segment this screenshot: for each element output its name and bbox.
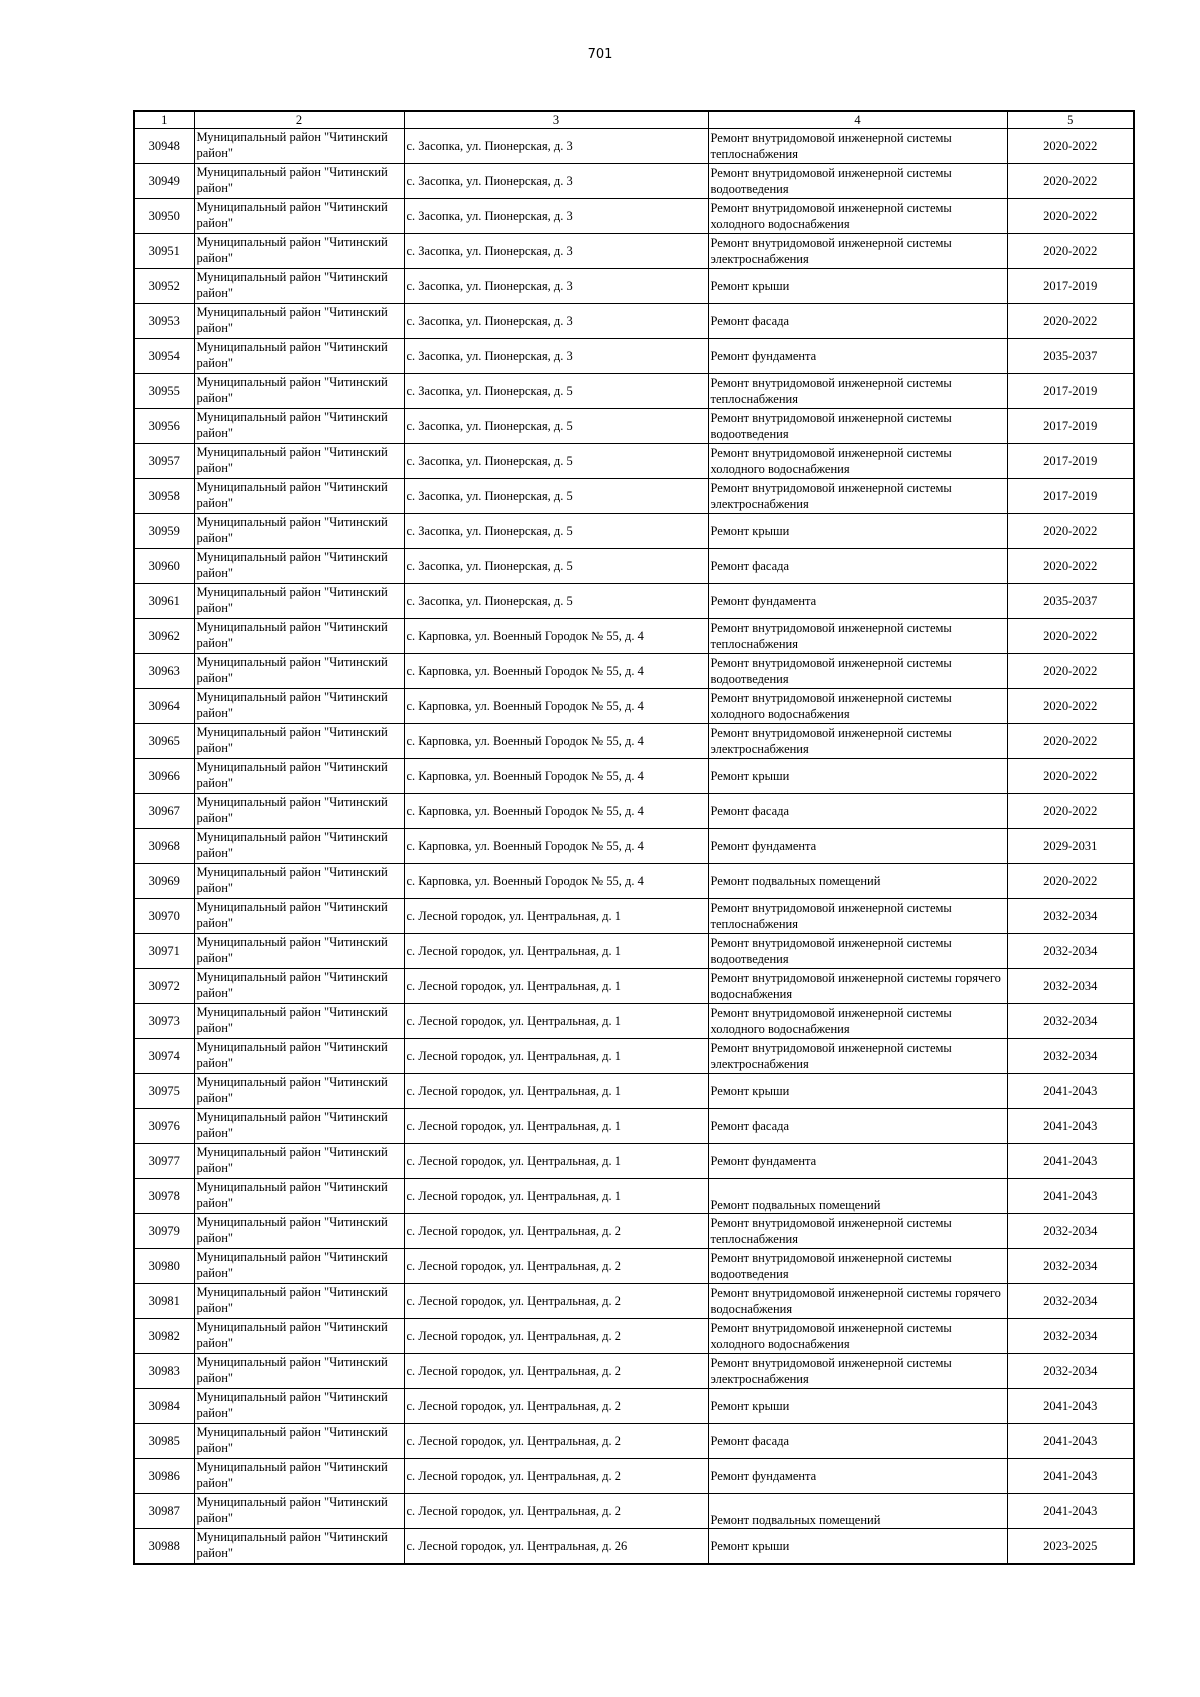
municipality-cell: Муниципальный район "Читинский район" (194, 1074, 404, 1109)
row-number-cell: 30977 (134, 1144, 194, 1179)
period-cell: 2041-2043 (1007, 1144, 1134, 1179)
row-number-cell: 30958 (134, 479, 194, 514)
table-row (134, 444, 1134, 479)
period-cell: 2032-2034 (1007, 1004, 1134, 1039)
table-row (134, 1494, 1134, 1529)
work-type-cell: Ремонт подвальных помещений (708, 1494, 1007, 1529)
work-type-cell: Ремонт фундамента (708, 339, 1007, 374)
period-cell: 2020-2022 (1007, 514, 1134, 549)
row-number-cell: 30969 (134, 864, 194, 899)
period-cell: 2020-2022 (1007, 234, 1134, 269)
municipality-cell: Муниципальный район "Читинский район" (194, 409, 404, 444)
period-cell: 2032-2034 (1007, 1249, 1134, 1284)
work-type-cell: Ремонт внутридомовой инженерной системы холодного водоснабжения (708, 1004, 1007, 1039)
row-number-cell: 30949 (134, 164, 194, 199)
period-cell: 2041-2043 (1007, 1074, 1134, 1109)
address-cell: с. Лесной городок, ул. Центральная, д. 2 (404, 1459, 708, 1494)
row-number-cell: 30973 (134, 1004, 194, 1039)
table-row (134, 1424, 1134, 1459)
work-type-cell: Ремонт фундамента (708, 1459, 1007, 1494)
column-header-5: 5 (1007, 111, 1134, 129)
table-row (134, 899, 1134, 934)
municipality-cell: Муниципальный район "Читинский район" (194, 269, 404, 304)
period-cell: 2035-2037 (1007, 339, 1134, 374)
municipality-cell: Муниципальный район "Читинский район" (194, 689, 404, 724)
municipality-cell: Муниципальный район "Читинский район" (194, 1354, 404, 1389)
municipality-cell: Муниципальный район "Читинский район" (194, 199, 404, 234)
period-cell: 2035-2037 (1007, 584, 1134, 619)
row-number-cell: 30950 (134, 199, 194, 234)
work-type-cell: Ремонт внутридомовой инженерной системы теплоснабжения (708, 374, 1007, 409)
table-row (134, 969, 1134, 1004)
work-type-cell: Ремонт фундамента (708, 1144, 1007, 1179)
row-number-cell: 30957 (134, 444, 194, 479)
row-number-cell: 30971 (134, 934, 194, 969)
municipality-cell: Муниципальный район "Читинский район" (194, 829, 404, 864)
address-cell: с. Засопка, ул. Пионерская, д. 3 (404, 339, 708, 374)
address-cell: с. Засопка, ул. Пионерская, д. 3 (404, 164, 708, 199)
row-number-cell: 30981 (134, 1284, 194, 1319)
table-row (134, 829, 1134, 864)
work-type-cell: Ремонт внутридомовой инженерной системы водоотведения (708, 1249, 1007, 1284)
period-cell: 2020-2022 (1007, 864, 1134, 899)
work-type-cell: Ремонт внутридомовой инженерной системы электроснабжения (708, 1354, 1007, 1389)
table-row (134, 374, 1134, 409)
table-row (134, 1389, 1134, 1424)
address-cell: с. Карповка, ул. Военный Городок № 55, д. 4 (404, 794, 708, 829)
address-cell: с. Лесной городок, ул. Центральная, д. 2 (404, 1249, 708, 1284)
municipality-cell: Муниципальный район "Читинский район" (194, 1284, 404, 1319)
table-row (134, 794, 1134, 829)
period-cell: 2023-2025 (1007, 1529, 1134, 1564)
row-number-cell: 30966 (134, 759, 194, 794)
address-cell: с. Засопка, ул. Пионерская, д. 5 (404, 374, 708, 409)
work-type-cell: Ремонт фасада (708, 549, 1007, 584)
address-cell: с. Засопка, ул. Пионерская, д. 3 (404, 269, 708, 304)
address-cell: с. Засопка, ул. Пионерская, д. 3 (404, 234, 708, 269)
row-number-cell: 30982 (134, 1319, 194, 1354)
municipality-cell: Муниципальный район "Читинский район" (194, 234, 404, 269)
address-cell: с. Лесной городок, ул. Центральная, д. 2 (404, 1494, 708, 1529)
address-cell: с. Засопка, ул. Пионерская, д. 5 (404, 514, 708, 549)
address-cell: с. Лесной городок, ул. Центральная, д. 2 (404, 1389, 708, 1424)
work-type-cell: Ремонт крыши (708, 1389, 1007, 1424)
work-type-cell: Ремонт фасада (708, 304, 1007, 339)
table-row (134, 549, 1134, 584)
table-row (134, 1459, 1134, 1494)
row-number-cell: 30970 (134, 899, 194, 934)
table-row (134, 1004, 1134, 1039)
municipality-cell: Муниципальный район "Читинский район" (194, 1249, 404, 1284)
period-cell: 2020-2022 (1007, 164, 1134, 199)
municipality-cell: Муниципальный район "Читинский район" (194, 444, 404, 479)
period-cell: 2041-2043 (1007, 1109, 1134, 1144)
column-header-3: 3 (404, 111, 708, 129)
row-number-cell: 30974 (134, 1039, 194, 1074)
period-cell: 2041-2043 (1007, 1424, 1134, 1459)
work-type-cell: Ремонт внутридомовой инженерной системы холодного водоснабжения (708, 199, 1007, 234)
row-number-cell: 30959 (134, 514, 194, 549)
address-cell: с. Засопка, ул. Пионерская, д. 3 (404, 304, 708, 339)
table-row (134, 1214, 1134, 1249)
row-number-cell: 30972 (134, 969, 194, 1004)
table-row (134, 654, 1134, 689)
row-number-cell: 30952 (134, 269, 194, 304)
work-type-cell: Ремонт внутридомовой инженерной системы водоотведения (708, 164, 1007, 199)
work-type-cell: Ремонт фасада (708, 1424, 1007, 1459)
table-row (134, 1074, 1134, 1109)
address-cell: с. Засопка, ул. Пионерская, д. 5 (404, 479, 708, 514)
row-number-cell: 30948 (134, 129, 194, 164)
municipality-cell: Муниципальный район "Читинский район" (194, 1389, 404, 1424)
row-number-cell: 30967 (134, 794, 194, 829)
table-row (134, 759, 1134, 794)
period-cell: 2032-2034 (1007, 1284, 1134, 1319)
municipality-cell: Муниципальный район "Читинский район" (194, 1179, 404, 1214)
work-type-cell: Ремонт внутридомовой инженерной системы водоотведения (708, 654, 1007, 689)
column-header-4: 4 (708, 111, 1007, 129)
address-cell: с. Лесной городок, ул. Центральная, д. 1 (404, 899, 708, 934)
address-cell: с. Засопка, ул. Пионерская, д. 3 (404, 129, 708, 164)
table-row (134, 339, 1134, 374)
address-cell: с. Карповка, ул. Военный Городок № 55, д. 4 (404, 829, 708, 864)
work-type-cell: Ремонт внутридомовой инженерной системы горячего водоснабжения (708, 1284, 1007, 1319)
municipality-cell: Муниципальный район "Читинский район" (194, 619, 404, 654)
address-cell: с. Лесной городок, ул. Центральная, д. 2 (404, 1214, 708, 1249)
municipality-cell: Муниципальный район "Читинский район" (194, 899, 404, 934)
municipality-cell: Муниципальный район "Читинский район" (194, 864, 404, 899)
municipality-cell: Муниципальный район "Читинский район" (194, 1109, 404, 1144)
row-number-cell: 30985 (134, 1424, 194, 1459)
municipality-cell: Муниципальный район "Читинский район" (194, 1144, 404, 1179)
municipality-cell: Муниципальный район "Читинский район" (194, 549, 404, 584)
work-type-cell: Ремонт внутридомовой инженерной системы электроснабжения (708, 724, 1007, 759)
column-number-row (134, 111, 1134, 129)
work-type-cell: Ремонт внутридомовой инженерной системы горячего водоснабжения (708, 969, 1007, 1004)
period-cell: 2020-2022 (1007, 129, 1134, 164)
address-cell: с. Лесной городок, ул. Центральная, д. 2 (404, 1319, 708, 1354)
work-type-cell: Ремонт фасада (708, 1109, 1007, 1144)
work-type-cell: Ремонт крыши (708, 514, 1007, 549)
period-cell: 2032-2034 (1007, 1319, 1134, 1354)
row-number-cell: 30956 (134, 409, 194, 444)
municipality-cell: Муниципальный район "Читинский район" (194, 759, 404, 794)
column-header-2: 2 (194, 111, 404, 129)
municipality-cell: Муниципальный район "Читинский район" (194, 1459, 404, 1494)
work-type-cell: Ремонт внутридомовой инженерной системы электроснабжения (708, 479, 1007, 514)
municipality-cell: Муниципальный район "Читинский район" (194, 969, 404, 1004)
table-row (134, 1249, 1134, 1284)
municipality-cell: Муниципальный район "Читинский район" (194, 164, 404, 199)
table-row (134, 1109, 1134, 1144)
row-number-cell: 30978 (134, 1179, 194, 1214)
municipality-cell: Муниципальный район "Читинский район" (194, 1494, 404, 1529)
table-row (134, 199, 1134, 234)
row-number-cell: 30960 (134, 549, 194, 584)
address-cell: с. Засопка, ул. Пионерская, д. 5 (404, 409, 708, 444)
municipality-cell: Муниципальный район "Читинский район" (194, 479, 404, 514)
period-cell: 2020-2022 (1007, 759, 1134, 794)
work-type-cell: Ремонт крыши (708, 1074, 1007, 1109)
period-cell: 2032-2034 (1007, 934, 1134, 969)
municipality-cell: Муниципальный район "Читинский район" (194, 654, 404, 689)
municipality-cell: Муниципальный район "Читинский район" (194, 1214, 404, 1249)
table-row (134, 164, 1134, 199)
row-number-cell: 30983 (134, 1354, 194, 1389)
row-number-cell: 30986 (134, 1459, 194, 1494)
table-row (134, 1354, 1134, 1389)
municipality-cell: Муниципальный район "Читинский район" (194, 934, 404, 969)
address-cell: с. Лесной городок, ул. Центральная, д. 1 (404, 1004, 708, 1039)
period-cell: 2029-2031 (1007, 829, 1134, 864)
period-cell: 2041-2043 (1007, 1179, 1134, 1214)
municipality-cell: Муниципальный район "Читинский район" (194, 1004, 404, 1039)
table-row (134, 409, 1134, 444)
period-cell: 2032-2034 (1007, 969, 1134, 1004)
table-row (134, 864, 1134, 899)
municipality-cell: Муниципальный район "Читинский район" (194, 1319, 404, 1354)
row-number-cell: 30954 (134, 339, 194, 374)
municipality-cell: Муниципальный район "Читинский район" (194, 1424, 404, 1459)
municipality-cell: Муниципальный район "Читинский район" (194, 724, 404, 759)
page-number: 701 (587, 47, 613, 62)
municipality-cell: Муниципальный район "Читинский район" (194, 514, 404, 549)
address-cell: с. Засопка, ул. Пионерская, д. 3 (404, 199, 708, 234)
row-number-cell: 30964 (134, 689, 194, 724)
municipality-cell: Муниципальный район "Читинский район" (194, 304, 404, 339)
municipality-cell: Муниципальный район "Читинский район" (194, 1529, 404, 1564)
address-cell: с. Карповка, ул. Военный Городок № 55, д. 4 (404, 864, 708, 899)
row-number-cell: 30955 (134, 374, 194, 409)
address-cell: с. Засопка, ул. Пионерская, д. 5 (404, 584, 708, 619)
work-type-cell: Ремонт внутридомовой инженерной системы холодного водоснабжения (708, 444, 1007, 479)
period-cell: 2032-2034 (1007, 1214, 1134, 1249)
table-row (134, 304, 1134, 339)
municipality-cell: Муниципальный район "Читинский район" (194, 1039, 404, 1074)
work-type-cell: Ремонт крыши (708, 269, 1007, 304)
work-type-cell: Ремонт внутридомовой инженерной системы теплоснабжения (708, 1214, 1007, 1249)
municipality-cell: Муниципальный район "Читинский район" (194, 374, 404, 409)
work-type-cell: Ремонт фундамента (708, 829, 1007, 864)
row-number-cell: 30961 (134, 584, 194, 619)
address-cell: с. Засопка, ул. Пионерская, д. 5 (404, 549, 708, 584)
table-row (134, 689, 1134, 724)
row-number-cell: 30951 (134, 234, 194, 269)
period-cell: 2020-2022 (1007, 304, 1134, 339)
work-type-cell: Ремонт крыши (708, 1529, 1007, 1564)
table-row (134, 1179, 1134, 1214)
row-number-cell: 30953 (134, 304, 194, 339)
address-cell: с. Лесной городок, ул. Центральная, д. 1 (404, 1144, 708, 1179)
address-cell: с. Лесной городок, ул. Центральная, д. 2 (404, 1284, 708, 1319)
address-cell: с. Лесной городок, ул. Центральная, д. 1 (404, 969, 708, 1004)
work-type-cell: Ремонт внутридомовой инженерной системы теплоснабжения (708, 619, 1007, 654)
period-cell: 2017-2019 (1007, 479, 1134, 514)
address-cell: с. Лесной городок, ул. Центральная, д. 2 (404, 1354, 708, 1389)
period-cell: 2032-2034 (1007, 1039, 1134, 1074)
period-cell: 2020-2022 (1007, 619, 1134, 654)
table-row (134, 1144, 1134, 1179)
row-number-cell: 30962 (134, 619, 194, 654)
row-number-cell: 30980 (134, 1249, 194, 1284)
period-cell: 2032-2034 (1007, 899, 1134, 934)
table-body (134, 129, 1134, 1564)
column-header-1: 1 (134, 111, 194, 129)
address-cell: с. Лесной городок, ул. Центральная, д. 1 (404, 1109, 708, 1144)
work-type-cell: Ремонт фундамента (708, 584, 1007, 619)
municipality-cell: Муниципальный район "Читинский район" (194, 584, 404, 619)
work-type-cell: Ремонт крыши (708, 759, 1007, 794)
period-cell: 2017-2019 (1007, 409, 1134, 444)
work-type-cell: Ремонт подвальных помещений (708, 864, 1007, 899)
address-cell: с. Лесной городок, ул. Центральная, д. 26 (404, 1529, 708, 1564)
work-type-cell: Ремонт внутридомовой инженерной системы теплоснабжения (708, 899, 1007, 934)
period-cell: 2020-2022 (1007, 724, 1134, 759)
work-type-cell: Ремонт подвальных помещений (708, 1179, 1007, 1214)
period-cell: 2020-2022 (1007, 689, 1134, 724)
row-number-cell: 30988 (134, 1529, 194, 1564)
table-row (134, 479, 1134, 514)
table-row (134, 269, 1134, 304)
period-cell: 2041-2043 (1007, 1389, 1134, 1424)
period-cell: 2020-2022 (1007, 794, 1134, 829)
row-number-cell: 30963 (134, 654, 194, 689)
work-type-cell: Ремонт фасада (708, 794, 1007, 829)
address-cell: с. Лесной городок, ул. Центральная, д. 1 (404, 1074, 708, 1109)
address-cell: с. Карповка, ул. Военный Городок № 55, д. 4 (404, 689, 708, 724)
address-cell: с. Лесной городок, ул. Центральная, д. 1 (404, 1039, 708, 1074)
table-row (134, 1319, 1134, 1354)
row-number-cell: 30984 (134, 1389, 194, 1424)
table-row (134, 234, 1134, 269)
table-row (134, 1039, 1134, 1074)
table-row (134, 934, 1134, 969)
address-cell: с. Лесной городок, ул. Центральная, д. 1 (404, 1179, 708, 1214)
municipality-cell: Муниципальный район "Читинский район" (194, 339, 404, 374)
address-cell: с. Лесной городок, ул. Центральная, д. 2 (404, 1424, 708, 1459)
table-row (134, 584, 1134, 619)
municipality-cell: Муниципальный район "Читинский район" (194, 129, 404, 164)
period-cell: 2020-2022 (1007, 199, 1134, 234)
period-cell: 2017-2019 (1007, 269, 1134, 304)
table-row (134, 129, 1134, 164)
period-cell: 2041-2043 (1007, 1459, 1134, 1494)
work-type-cell: Ремонт внутридомовой инженерной системы электроснабжения (708, 1039, 1007, 1074)
period-cell: 2020-2022 (1007, 549, 1134, 584)
row-number-cell: 30975 (134, 1074, 194, 1109)
row-number-cell: 30976 (134, 1109, 194, 1144)
address-cell: с. Засопка, ул. Пионерская, д. 5 (404, 444, 708, 479)
table-row (134, 619, 1134, 654)
work-type-cell: Ремонт внутридомовой инженерной системы водоотведения (708, 934, 1007, 969)
period-cell: 2041-2043 (1007, 1494, 1134, 1529)
work-type-cell: Ремонт внутридомовой инженерной системы холодного водоснабжения (708, 689, 1007, 724)
row-number-cell: 30965 (134, 724, 194, 759)
address-cell: с. Карповка, ул. Военный Городок № 55, д. 4 (404, 759, 708, 794)
table-row (134, 514, 1134, 549)
table-row (134, 1529, 1134, 1564)
address-cell: с. Лесной городок, ул. Центральная, д. 1 (404, 934, 708, 969)
period-cell: 2032-2034 (1007, 1354, 1134, 1389)
address-cell: с. Карповка, ул. Военный Городок № 55, д. 4 (404, 619, 708, 654)
row-number-cell: 30979 (134, 1214, 194, 1249)
period-cell: 2017-2019 (1007, 374, 1134, 409)
address-cell: с. Карповка, ул. Военный Городок № 55, д. 4 (404, 724, 708, 759)
period-cell: 2020-2022 (1007, 654, 1134, 689)
municipality-cell: Муниципальный район "Читинский район" (194, 794, 404, 829)
table-row (134, 724, 1134, 759)
row-number-cell: 30968 (134, 829, 194, 864)
work-type-cell: Ремонт внутридомовой инженерной системы электроснабжения (708, 234, 1007, 269)
work-type-cell: Ремонт внутридомовой инженерной системы водоотведения (708, 409, 1007, 444)
repair-schedule-table (133, 110, 1135, 1565)
work-type-cell: Ремонт внутридомовой инженерной системы холодного водоснабжения (708, 1319, 1007, 1354)
row-number-cell: 30987 (134, 1494, 194, 1529)
period-cell: 2017-2019 (1007, 444, 1134, 479)
address-cell: с. Карповка, ул. Военный Городок № 55, д. 4 (404, 654, 708, 689)
table-row (134, 1284, 1134, 1319)
work-type-cell: Ремонт внутридомовой инженерной системы теплоснабжения (708, 129, 1007, 164)
